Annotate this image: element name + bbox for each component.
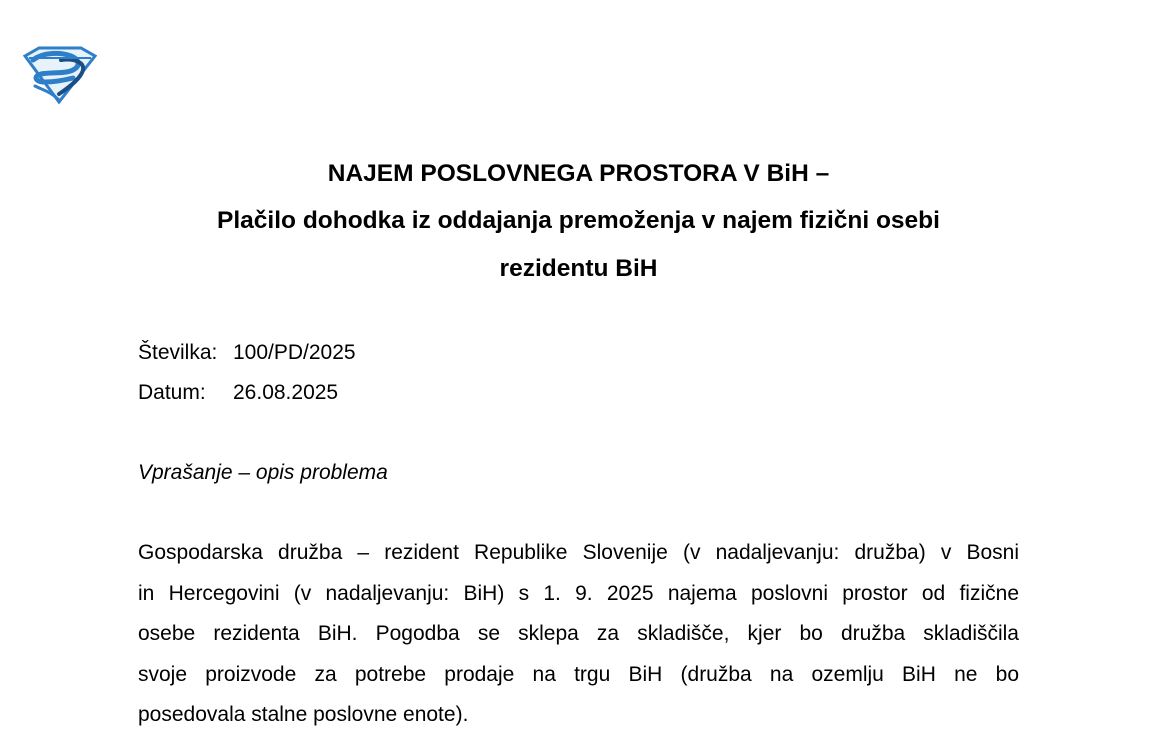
document-number-label: Številka: — [138, 341, 218, 364]
section-heading: Vprašanje – opis problema — [138, 461, 388, 484]
document-date-row — [138, 378, 338, 408]
document-title-line-2: Plačilo dohodka iz oddajanja premoženja v najem fizični osebi — [217, 207, 940, 234]
document-number-value: 100/PD/2025 — [233, 341, 356, 364]
document-number-row — [138, 338, 356, 368]
document-date-label: Datum: — [138, 381, 206, 404]
company-logo-icon — [21, 46, 97, 104]
body-paragraph — [138, 538, 1019, 741]
document-date-value: 26.08.2025 — [233, 381, 339, 404]
document-title-line-3: rezidentu BiH — [499, 255, 658, 282]
paragraph-line: posedovala stalne poslovne enote). — [138, 703, 469, 726]
document-title-line-1: NAJEM POSLOVNEGA PROSTORA V BiH – — [327, 160, 830, 187]
paragraph-line: Gospodarska družba – rezident Republike Slovenije (v nadaljevanju: družba) v Bosni — [138, 541, 1019, 564]
paragraph-line: svoje proizvode za potrebe prodaje na trgu BiH (družba na ozemlju BiH ne bo — [138, 662, 1019, 686]
paragraph-line: osebe rezidenta BiH. Pogodba se sklepa za skladišče, kjer bo družba skladiščila — [138, 622, 1019, 645]
paragraph-line: in Hercegovini (v nadaljevanju: BiH) s 1. 9. 2025 najema poslovni prostor od fizične — [138, 581, 1019, 605]
